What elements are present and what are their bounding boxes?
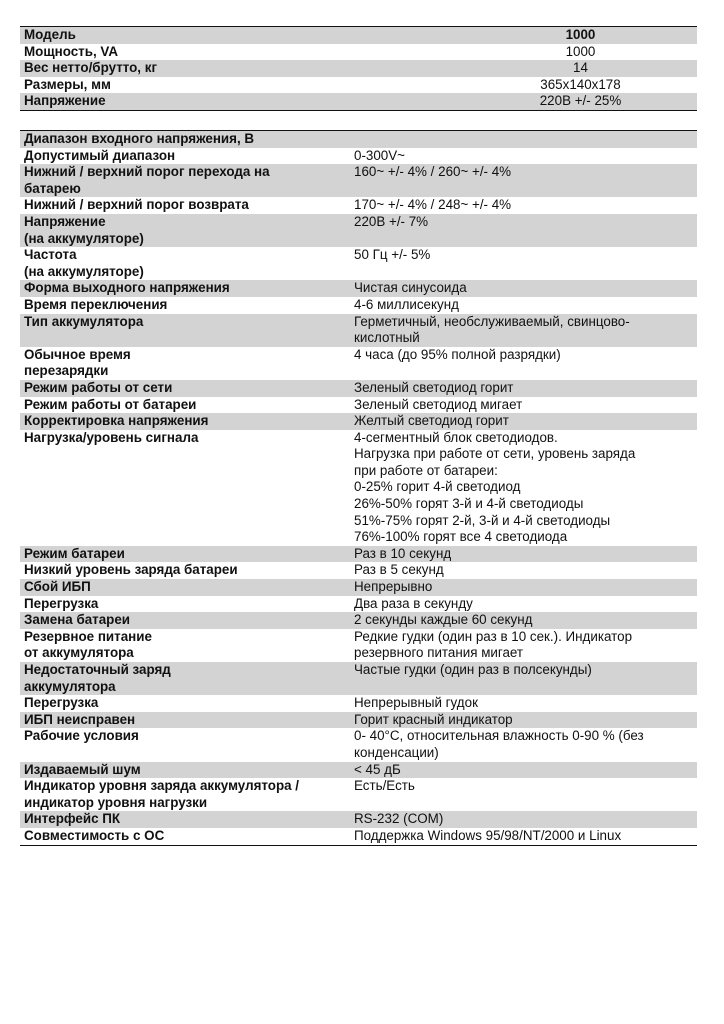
spec-value — [350, 148, 697, 165]
spec-value-line: < 45 дБ — [354, 761, 401, 777]
spec-value-line: при работе от батареи: — [354, 462, 498, 478]
summary-row — [20, 77, 697, 94]
spec-row — [20, 164, 697, 197]
spec-label-line: Нижний / верхний порог возврата — [24, 197, 249, 213]
spec-value-line: Чистая синусоида — [354, 280, 467, 296]
spec-label — [20, 131, 350, 148]
summary-label: Напряжение — [20, 93, 350, 110]
spec-row — [20, 314, 697, 347]
spec-value-line: 2 секунды каждые 60 секунд — [354, 612, 533, 628]
spec-value-line: Есть/Есть — [354, 778, 415, 794]
spec-label-line: Издаваемый шум — [24, 761, 141, 777]
spec-value — [350, 197, 697, 214]
spec-value-line: 26%-50% горят 3-й и 4-й светодиоды — [354, 496, 584, 512]
spec-label — [20, 148, 350, 165]
spec-label-line: Напряжение — [24, 213, 106, 229]
spec-row — [20, 297, 697, 314]
spec-label-line: батарею — [24, 180, 81, 196]
spec-label-line: Сбой ИБП — [24, 579, 91, 595]
spec-row — [20, 811, 697, 828]
spec-label — [20, 629, 350, 662]
summary-label: Модель — [20, 27, 350, 44]
spec-label-line: Обычное время — [24, 346, 131, 362]
spec-row — [20, 695, 697, 712]
spec-value-line: Непрерывно — [354, 579, 433, 595]
summary-value: 1000 — [565, 43, 596, 59]
spec-row — [20, 247, 697, 280]
spec-label — [20, 380, 350, 397]
spec-label — [20, 413, 350, 430]
spec-value-line: 220В +/- 7% — [354, 213, 429, 229]
spec-label-line: Режим батареи — [24, 545, 125, 561]
summary-row — [20, 27, 697, 44]
spec-value — [350, 662, 697, 695]
spec-value-line: Два раза в секунду — [354, 595, 473, 611]
spec-value-line: 4 часа (до 95% полной разрядки) — [354, 346, 561, 362]
spec-value — [350, 347, 697, 380]
summary-table — [20, 26, 697, 111]
summary-label: Вес нетто/брутто, кг — [20, 60, 350, 77]
spec-label-line: Совместимость с ОС — [24, 827, 165, 843]
summary-row — [20, 44, 697, 61]
spec-label-line: Диапазон входного напряжения, В — [24, 131, 255, 146]
spec-value — [350, 629, 697, 662]
spec-value-line: 0- 40°С, относительная влажность 0-90 % (без — [354, 728, 644, 744]
spec-label-line: Режим работы от сети — [24, 379, 173, 395]
spec-value — [350, 314, 697, 347]
spec-value-line: 76%-100% горят все 4 светодиода — [354, 529, 568, 545]
spec-label-line: Перегрузка — [24, 595, 99, 611]
spec-label — [20, 778, 350, 811]
spec-row — [20, 397, 697, 414]
spec-label-line: Форма выходного напряжения — [24, 280, 230, 296]
spec-value — [350, 280, 697, 297]
spec-value-line: Редкие гудки (один раз в 10 сек.). Индикатор — [354, 628, 633, 644]
spec-value-line: Раз в 5 секунд — [354, 562, 444, 578]
spec-value-line: 51%-75% горят 2-й, 3-й и 4-й светодиоды — [354, 512, 611, 528]
spec-value — [350, 762, 697, 779]
spec-label — [20, 314, 350, 347]
spec-label-line: Резервное питание — [24, 628, 152, 644]
spec-value-line: Непрерывный гудок — [354, 695, 478, 711]
spec-row — [20, 612, 697, 629]
spec-value — [350, 828, 697, 845]
spec-label — [20, 214, 350, 247]
spec-label-line: индикатор уровня нагрузки — [24, 794, 208, 810]
spec-label-line: ИБП неисправен — [24, 711, 136, 727]
spec-label-line: Интерфейс ПК — [24, 811, 121, 827]
spec-row — [20, 430, 697, 546]
spec-value-line: 0-25% горит 4-й светодиод — [354, 479, 521, 495]
spec-value-line: 4-сегментный блок светодиодов. — [354, 429, 558, 445]
spec-label — [20, 762, 350, 779]
spec-label — [20, 695, 350, 712]
spec-label-line: Перегрузка — [24, 695, 99, 711]
spec-value-line: 50 Гц +/- 5% — [354, 247, 431, 263]
summary-label: Размеры, мм — [24, 76, 111, 92]
spec-row — [20, 131, 697, 148]
summary-label: Мощность, VA — [24, 43, 119, 59]
spec-value-line: Поддержка Windows 95/98/NT/2000 и Linux — [354, 827, 622, 843]
spec-value — [350, 695, 697, 712]
spec-label-line: (на аккумуляторе) — [24, 230, 144, 246]
spec-value — [350, 214, 697, 247]
spec-label-line: (на аккумуляторе) — [24, 263, 144, 279]
spec-value-line: Частые гудки (один раз в полсекунды) — [354, 662, 592, 677]
spec-label — [20, 397, 350, 414]
spec-label — [20, 728, 350, 761]
spec-label — [20, 297, 350, 314]
spec-value — [350, 131, 697, 148]
spec-label-line: Рабочие условия — [24, 728, 139, 744]
spec-label-line: аккумулятора — [24, 678, 116, 694]
spec-value-line: 170~ +/- 4% / 248~ +/- 4% — [354, 197, 512, 213]
summary-value: 365x140x178 — [540, 76, 621, 92]
spec-label — [20, 430, 350, 546]
spec-value-line: Нагрузка при работе от сети, уровень заряда — [354, 446, 636, 462]
spec-row — [20, 148, 697, 165]
spec-row — [20, 662, 697, 695]
spec-label — [20, 811, 350, 828]
summary-value: 1000 — [350, 27, 697, 44]
spec-value — [350, 811, 697, 828]
spec-label-line: Недостаточный заряд — [24, 662, 171, 677]
spec-row — [20, 546, 697, 563]
spec-value — [350, 164, 697, 197]
spec-label-line: Тип аккумулятора — [24, 313, 144, 329]
spec-value-line: Желтый светодиод горит — [354, 413, 509, 429]
spec-value — [350, 297, 697, 314]
spec-row — [20, 778, 697, 811]
spec-value-line: 0-300V~ — [354, 147, 405, 163]
spec-label-line: Индикатор уровня заряда аккумулятора / — [24, 778, 300, 794]
spec-value-line: RS-232 (COM) — [354, 811, 444, 827]
spec-label — [20, 562, 350, 579]
spec-row — [20, 280, 697, 297]
spec-row — [20, 562, 697, 579]
spec-value-line: Зеленый светодиод горит — [354, 379, 514, 395]
spec-value — [350, 596, 697, 613]
spec-row — [20, 762, 697, 779]
spec-value — [350, 247, 697, 280]
spec-label — [20, 280, 350, 297]
spec-label — [20, 164, 350, 197]
spec-label — [20, 828, 350, 845]
spec-value — [350, 380, 697, 397]
spec-label — [20, 197, 350, 214]
spec-value-line: 4-6 миллисекунд — [354, 296, 459, 312]
spec-row — [20, 579, 697, 596]
spec-value — [350, 413, 697, 430]
specifications-table — [20, 130, 697, 846]
spec-row — [20, 712, 697, 729]
spec-label — [20, 596, 350, 613]
spec-value — [350, 778, 697, 811]
spec-label-line: Нагрузка/уровень сигнала — [24, 429, 199, 445]
spec-label-line: Замена батареи — [24, 612, 131, 628]
spec-label-line: Частота — [24, 247, 77, 263]
spec-label — [20, 662, 350, 695]
spec-value-line: Зеленый светодиод мигает — [354, 396, 523, 412]
spec-value-line: конденсации) — [354, 744, 439, 760]
summary-value: 14 — [350, 60, 697, 77]
spec-label-line: Нижний / верхний порог перехода на — [24, 164, 270, 180]
spec-label-line: перезарядки — [24, 363, 109, 379]
spec-row — [20, 347, 697, 380]
summary-value: 220В +/- 25% — [350, 93, 697, 110]
spec-row — [20, 380, 697, 397]
spec-value-line: кислотный — [354, 330, 420, 346]
spec-row — [20, 596, 697, 613]
spec-value — [350, 712, 697, 729]
spec-row — [20, 197, 697, 214]
spec-value — [350, 397, 697, 414]
spec-value — [350, 728, 697, 761]
spec-row — [20, 214, 697, 247]
spec-label — [20, 612, 350, 629]
spec-value-line: Герметичный, необслуживаемый, свинцово- — [354, 313, 630, 329]
spec-value-line: Горит красный индикатор — [354, 711, 513, 727]
spec-label — [20, 712, 350, 729]
spec-label — [20, 247, 350, 280]
summary-row — [20, 93, 697, 110]
spec-label-line: Корректировка напряжения — [24, 413, 209, 429]
spec-label-line: от аккумулятора — [24, 645, 134, 661]
spec-label-line: Время переключения — [24, 296, 168, 312]
spec-row — [20, 413, 697, 430]
spec-label-line: Режим работы от батареи — [24, 396, 197, 412]
spec-label-line: Низкий уровень заряда батареи — [24, 562, 238, 578]
spec-value — [350, 562, 697, 579]
spec-row — [20, 728, 697, 761]
spec-row — [20, 828, 697, 845]
spec-value — [350, 612, 697, 629]
summary-row — [20, 60, 697, 77]
spec-label — [20, 579, 350, 596]
spec-label — [20, 546, 350, 563]
spec-value-line: резервного питания мигает — [354, 645, 524, 661]
spec-value — [350, 546, 697, 563]
spec-label — [20, 347, 350, 380]
spec-value-line: Раз в 10 секунд — [354, 545, 452, 561]
spec-label-line: Допустимый диапазон — [24, 147, 176, 163]
spec-row — [20, 629, 697, 662]
spec-value — [350, 579, 697, 596]
spec-value-line: 160~ +/- 4% / 260~ +/- 4% — [354, 164, 512, 180]
spec-value — [350, 430, 697, 546]
